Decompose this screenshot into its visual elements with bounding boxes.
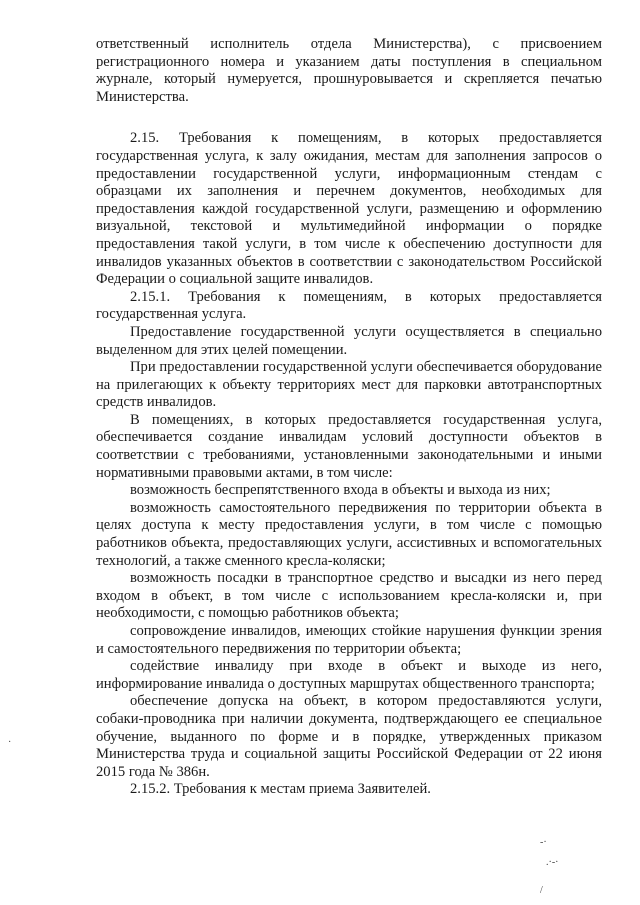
paragraph: В помещениях, в которых предоставляется государственная услуга, обеспечивается создание инвалидам условий доступности объектов в соответствии с требованиями, установленными законодательными и иными нормативными правовыми актами, в том числе: <box>96 411 602 481</box>
document-body <box>96 36 602 799</box>
paragraph: возможность посадки в транспортное средство и высадки из него перед входом в объект, в том числе с использованием кресла-коляски и, при необходимости, с помощью работников объекта; <box>96 570 602 622</box>
scan-speck: · <box>8 737 12 748</box>
paragraph: содействие инвалиду при входе в объект и выходе из него, информирование инвалида о доступных маршрутах общественного транспорта; <box>96 658 602 692</box>
paragraph: обеспечение допуска на объект, в котором предоставляются услуги, собаки-проводника при наличии документа, подтверждающего ее специальное обучение, выданного по форме и в порядке, утвержденных приказом Министерства труда и социальной защиты Российской Федерации от 22 июня 2015 года № 386н. <box>96 693 602 780</box>
paragraph: возможность самостоятельного передвижения по территории объекта в целях доступа к месту предоставления услуги, в том числе с помощью работников объекта, предоставляющих услуги, ассистивных и вспомогательных технологий, а также сменного кресла-коляски; <box>96 499 602 569</box>
paragraph: ответственный исполнитель отдела Министерства), с присвоением регистрационного номера и указанием даты поступления в специальном журнале, который нумеруется, прошнуровывается и скрепляется печатью Министерства. <box>96 36 602 105</box>
paragraph-gap <box>96 106 602 130</box>
paragraph: 2.15.2. Требования к местам приема Заявителей. <box>130 781 431 798</box>
paragraph: сопровождение инвалидов, имеющих стойкие нарушения функции зрения и самостоятельного передвижения по территории объекта; <box>96 623 602 657</box>
paragraph: 2.15. Требования к помещениям, в которых предоставляется государственная услуга, к залу ожидания, местам для заполнения запросов о предоставлении государственной услуги, информационным стендам с образцами их заполнения и перечнем документов, необходимых для предоставления каждой государственной услуги, размещению и оформлению визуальной, текстовой и мультимедийной информации о порядке предоставления такой услуги, в том числе к обеспечению доступности для инвалидов указанных объектов в соответствии с законодательством Российской Федерации о социальной защите инвалидов. <box>96 130 602 288</box>
paragraph: При предоставлении государственной услуги обеспечивается оборудование на прилегающих к объекту территориях мест для парковки автотранспортных средств инвалидов. <box>96 359 602 411</box>
paragraph: Предоставление государственной услуги осуществляется в специально выделенном для этих целей помещении. <box>96 323 602 358</box>
scan-speck: -· <box>540 837 547 848</box>
paragraph: возможность беспрепятственного входа в объекты и выхода из них; <box>130 482 551 499</box>
scan-speck: / <box>540 885 543 896</box>
paragraph: 2.15.1. Требования к помещениям, в которых предоставляется государственная услуга. <box>96 288 602 323</box>
scan-speck: .·-· <box>546 857 559 868</box>
